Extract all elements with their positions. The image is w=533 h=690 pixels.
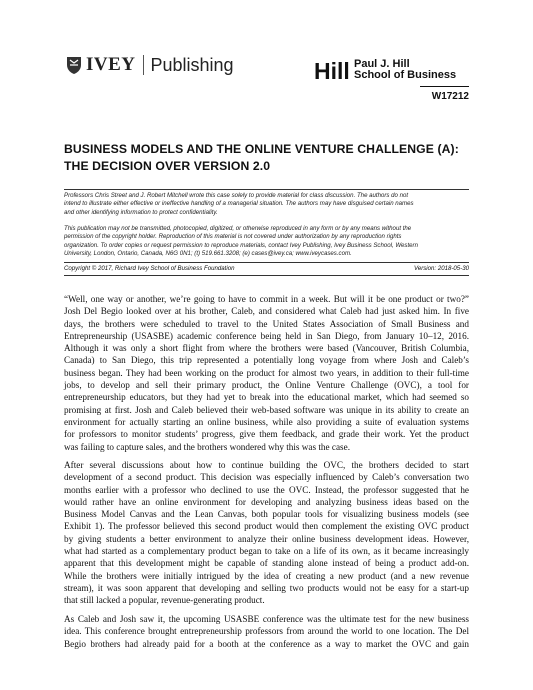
body-line: “Well, one way or another, we’re going to have to commit in a week. But will it be one product or two?” (64, 294, 469, 304)
disclaimer-line: intend to illustrate either effective or ineffective handling of a managerial situation. The authors may have disguised certain names (64, 200, 414, 208)
disclaimer-top-rule (64, 189, 469, 190)
body-line: was failing to capture sales, and the brothers wondered why this was the case. (64, 441, 351, 452)
svg-text:Hill: Hill (314, 58, 350, 82)
ivey-publishing-logo (66, 54, 234, 76)
hill-school-line2: School of Business (354, 69, 457, 81)
body-line: environment for actually starting an online business, while also providing a suite of evaluation systems (64, 416, 469, 427)
body-paragraph-3 (64, 613, 469, 650)
body-paragraph-2 (64, 459, 469, 607)
body-line: apparent that this development might be capable of standing alone instead of being a product add-on. (64, 558, 469, 569)
disclaimer-line: permission of the copyright holder. Reproduction of this material is not covered under authorization by any reproduction rights (64, 233, 402, 241)
case-title-line: THE DECISION OVER VERSION 2.0 (64, 159, 271, 173)
body-line: promising at first. Josh and Caleb believed their web-based software was unique in its ability to create an (64, 404, 469, 415)
body-line: entrepreneurship educators, but they had yet to break into the educational market, which had seemed so (64, 392, 469, 403)
body-line: Business Model Canvas and the Lean Canvas, both popular tools for visualizing business models (see (64, 509, 469, 520)
hill-school-name (354, 59, 456, 81)
hill-school-logo (314, 58, 456, 82)
disclaimer-line: and other identifying information to protect confidentiality. (64, 208, 218, 216)
hill-wordmark-icon (314, 58, 350, 82)
body-line: development of a second product. This decision was especially influenced by Caleb’s conversation two (64, 472, 469, 483)
copyright-disclaimer (64, 225, 469, 258)
body-line: As Caleb and Josh saw it, the upcoming USASBE conference was the ultimate test for the new business (64, 614, 469, 624)
publishing-text: Publishing (150, 54, 234, 75)
authorship-disclaimer (64, 192, 469, 217)
disclaimer-line: This publication may not be transmitted, photocopied, digitized, or otherwise reproduced in any form or by any means without the (64, 225, 412, 232)
disclaimer-line: University, London, Ontario, Canada, N6G 0N1; (t) 519.661.3208; (e) cases@ivey.ca; www.iveycases.com. (64, 249, 352, 257)
logo-divider (143, 55, 144, 75)
ivey-crest-icon (66, 56, 82, 75)
ivey-brand-text: IVEY (86, 54, 136, 75)
version-text: Version: 2018-05-30 (414, 265, 469, 272)
case-title-line: BUSINESS MODELS AND THE ONLINE VENTURE CHALLENGE (A): (64, 142, 459, 156)
case-title (64, 141, 474, 175)
body-line: that still lacked a popular, revenue-generating product. (64, 595, 265, 606)
body-line: would rather have an online environment for developing and analyzing business ideas based on the (64, 496, 469, 507)
body-line: business began. They had been working on the product for almost two years, in addition to their full-time (64, 367, 469, 378)
body-line: what had started as a complementary product began to take on a life of its own, as it became increasingly (64, 546, 469, 557)
copyright-bottom-rule (64, 275, 469, 276)
body-line: idea. This conference brought entrepreneurship professors from around the world to one location. The Del (64, 626, 469, 637)
body-line: Begio brothers had already paid for a booth at the conference as a way to market the OVC and gain (64, 638, 469, 649)
disclaimer-line: organization. To order copies or request permission to reproduce materials, contact Ivey Publishing, Ivey Business School, Western (64, 241, 418, 249)
hill-school-line1: Paul J. Hill (354, 58, 410, 70)
body-line: Although it was only a short flight from where the brothers were based (Vancouver, British Columbia, (64, 343, 469, 354)
body-paragraph-1 (64, 293, 469, 453)
case-number-rule (420, 86, 469, 87)
body-line: jobs, to develop and sell their primary product, the Online Venture Challenge (OVC), a tool for (64, 380, 469, 391)
body-line: by giving students a better environment to analyze their online business development ideas. However, (64, 533, 469, 544)
copyright-top-rule (64, 262, 469, 263)
body-line: While the brothers were initially intrigued by the idea of creating a new product (and a new revenue (64, 570, 469, 581)
body-line: stream), it was soon apparent that developing and selling two products would not be easy for a start-up (64, 582, 469, 593)
body-line: days, the brothers were scheduled to travel to the United States Association of Small Business and (64, 318, 469, 329)
copyright-text: Copyright © 2017, Richard Ivey School of Business Foundation (64, 265, 235, 272)
copyright-row (64, 265, 469, 272)
body-line: Exhibit 1). The professor believed this second product would then complement the existing OVC product (64, 521, 469, 532)
body-line: months earlier with a professor who declined to use the OVC. Instead, the professor suggested that he (64, 484, 469, 495)
case-number: W17212 (431, 91, 469, 102)
body-line: for professors to monitor students’ progress, give them feedback, and grade their work. Yet the product (64, 429, 469, 440)
disclaimer-line: Professors Chris Street and J. Robert Mitchell wrote this case solely to provide material for class discussion. The authors do not (64, 192, 409, 199)
body-line: Canada) to San Diego, this trip represented a potentially long voyage from where Josh and Caleb’s (64, 355, 469, 366)
body-line: Josh Del Begio looked over at his brother, Caleb, and considered what Caleb had just asked him. In five (64, 306, 469, 317)
body-line: Entrepreneurship (USASBE) academic conference being held in San Diego, from January 10–12, 2016. (64, 330, 469, 341)
body-line: After several discussions about how to continue building the OVC, the brothers decided to start (64, 460, 469, 470)
